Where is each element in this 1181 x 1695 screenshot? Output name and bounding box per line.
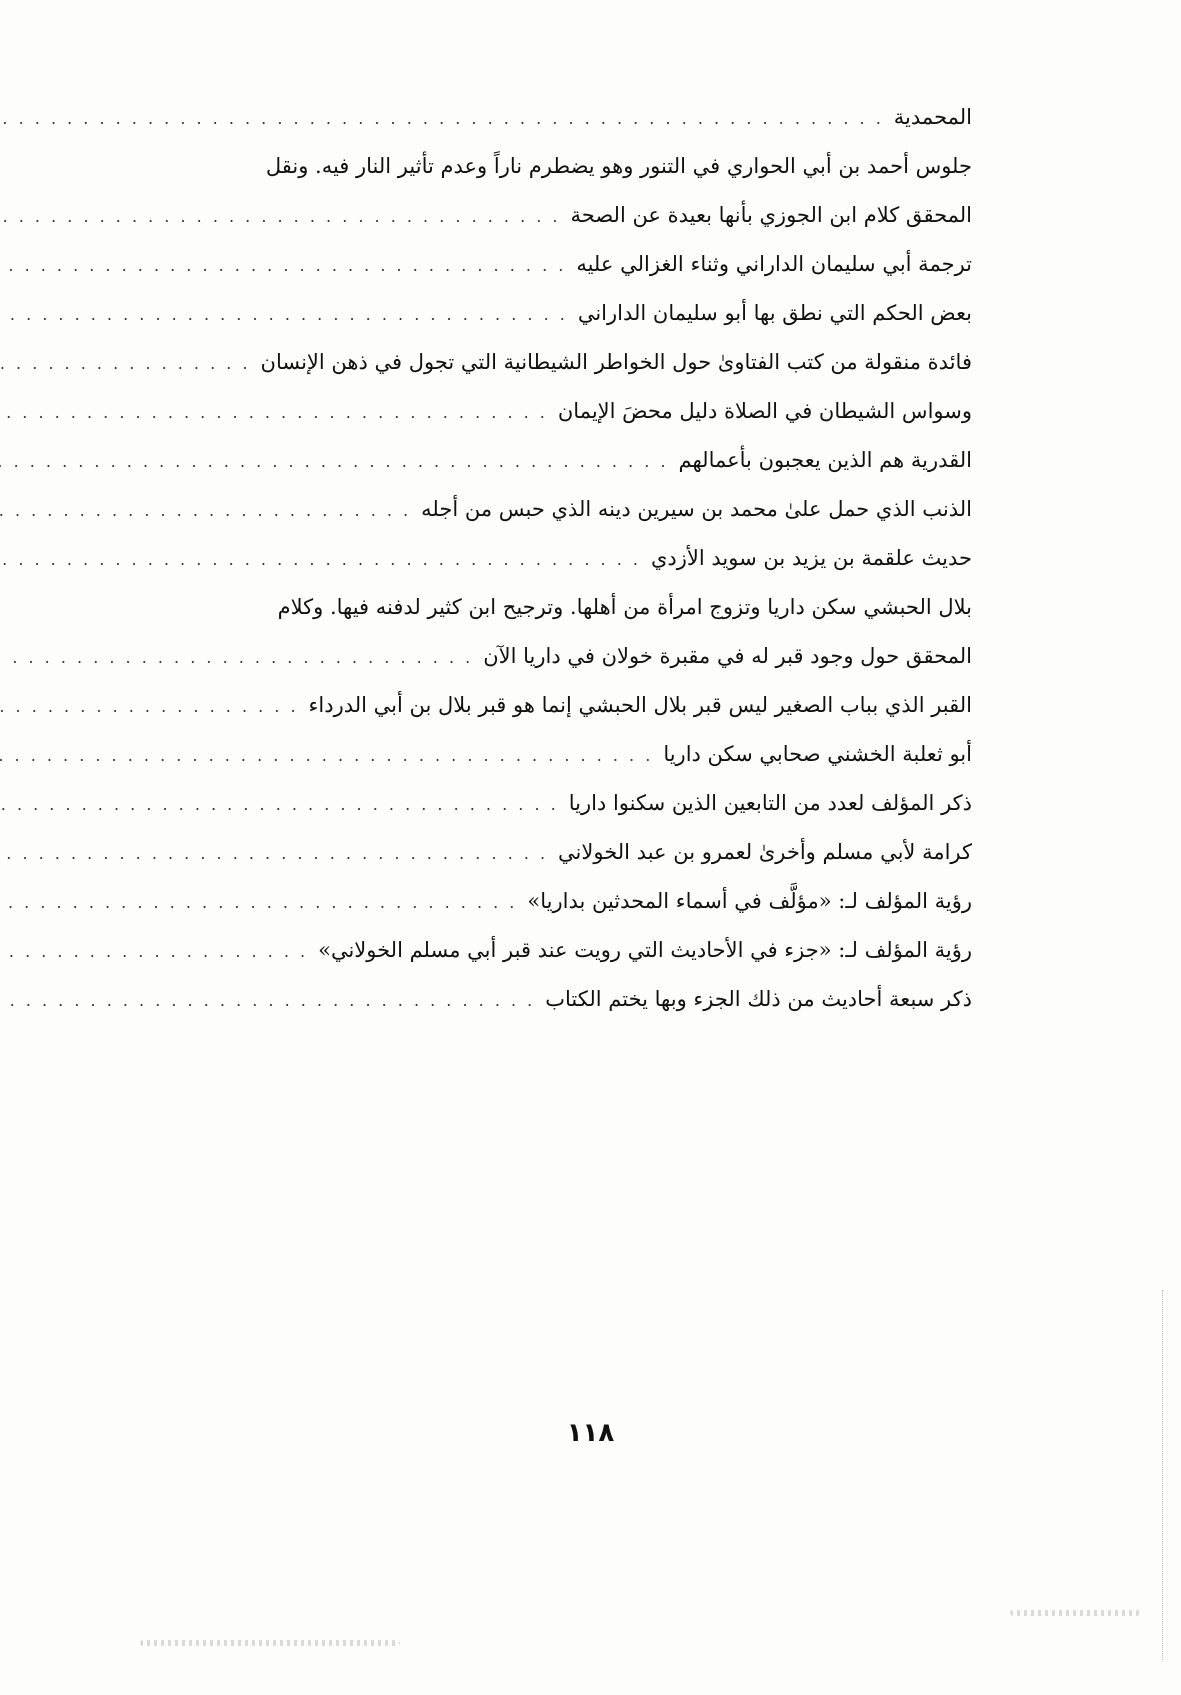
toc-row <box>132 926 972 975</box>
toc-entry-title: الذنب الذي حمل علىٰ محمد بن سيرين دينه الذي حبس من أجله <box>421 497 972 521</box>
toc-row <box>132 436 972 485</box>
toc-entry-title: المحقق كلام ابن الجوزي بأنها بعيدة عن الصحة <box>570 203 972 227</box>
dot-leader <box>0 829 548 878</box>
toc-row <box>132 93 972 142</box>
toc-row <box>132 142 972 191</box>
dot-leader <box>0 241 566 290</box>
toc-entry-title: رؤية المؤلف لـ: «مؤلَّف في أسماء المحدثين بداريا» <box>527 889 972 913</box>
dot-leader <box>0 927 308 976</box>
toc-entry-title: حديث علقمة بن يزيد بن سويد الأزدي <box>650 546 972 570</box>
toc-entry-title: القبر الذي بباب الصغير ليس قبر بلال الحبشي إنما هو قبر بلال بن أبي الدرداء <box>308 693 972 717</box>
dot-leader <box>0 878 517 927</box>
toc-row <box>132 681 972 730</box>
toc-entry-title: كرامة لأبي مسلم وأخرىٰ لعمرو بن عبد الخولاني <box>558 840 972 864</box>
table-of-contents <box>132 93 972 1024</box>
dot-leader <box>0 192 561 241</box>
toc-entry-title: وسواس الشيطان في الصلاة دليل محضَ الإيمان <box>557 399 972 423</box>
toc-row <box>132 387 972 436</box>
toc-row <box>132 730 972 779</box>
dot-leader <box>0 94 884 143</box>
toc-entry-title: ذكر المؤلف لعدد من التابعين الذين سكنوا داريا <box>568 791 972 815</box>
toc-row <box>132 485 972 534</box>
toc-row <box>132 877 972 926</box>
dot-leader <box>0 976 535 1025</box>
dot-leader <box>0 388 548 437</box>
dot-leader <box>0 437 669 486</box>
toc-entry-title: المحمدية <box>893 105 972 129</box>
toc-row <box>132 191 972 240</box>
toc-row <box>132 828 972 877</box>
toc-entry-title: أبو ثعلبة الخشني صحابي سكن داريا <box>663 742 972 766</box>
page-number: ١١٨ <box>566 1418 615 1448</box>
toc-entry-title: بلال الحبشي سكن داريا وتزوج امرأة من أهلها. وترجيح ابن كثير لدفنه فيها. وكلام <box>277 595 972 619</box>
scan-smudge <box>1010 1610 1140 1616</box>
toc-row <box>132 779 972 828</box>
scan-smudge <box>140 1640 400 1646</box>
toc-entry-title: رؤية المؤلف لـ: «جزء في الأحاديث التي رويت عند قبر أبي مسلم الخولاني» <box>318 938 972 962</box>
toc-row <box>132 289 972 338</box>
toc-row <box>132 240 972 289</box>
scan-edge-mark <box>1162 1290 1164 1660</box>
dot-leader <box>0 633 473 682</box>
toc-row <box>132 534 972 583</box>
toc-row <box>132 975 972 1024</box>
dot-leader <box>0 731 653 780</box>
dot-leader <box>0 486 411 535</box>
dot-leader <box>0 682 299 731</box>
toc-entry-title: ذكر سبعة أحاديث من ذلك الجزء وبها يختم الكتاب <box>545 987 972 1011</box>
dot-leader <box>0 535 641 584</box>
dot-leader <box>0 780 559 829</box>
toc-entry-title: ترجمة أبي سليمان الداراني وثناء الغزالي عليه <box>576 252 972 276</box>
dot-leader <box>0 290 568 339</box>
dot-leader <box>0 339 251 388</box>
toc-row <box>132 583 972 632</box>
toc-entry-title: بعض الحكم التي نطق بها أبو سليمان الداراني <box>577 301 972 325</box>
toc-entry-title: القدرية هم الذين يعجبون بأعمالهم <box>678 448 972 472</box>
toc-entry-title: فائدة منقولة من كتب الفتاوىٰ حول الخواطر الشيطانية التي تجول في ذهن الإنسان <box>260 350 972 374</box>
toc-entry-title: المحقق حول وجود قبر له في مقبرة خولان في داريا الآن <box>483 644 972 668</box>
toc-entry-title: جلوس أحمد بن أبي الحواري في التنور وهو يضطرم ناراً وعدم تأثير النار فيه. ونقل <box>265 154 972 178</box>
toc-row <box>132 632 972 681</box>
toc-row <box>132 338 972 387</box>
